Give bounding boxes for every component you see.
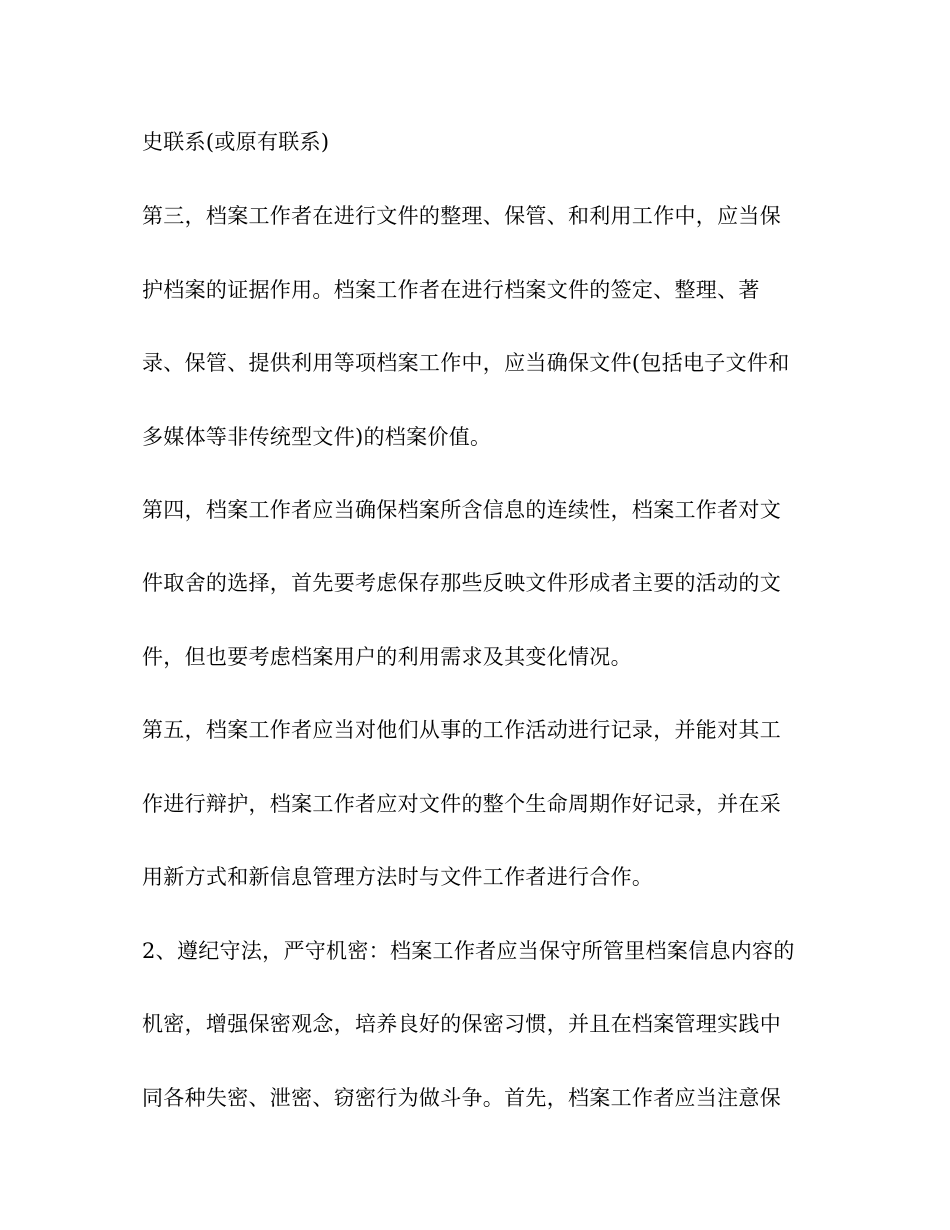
text-line: 护档案的证据作用。档案工作者在进行档案文件的签定、整理、著 [142, 278, 760, 302]
text-line: 多媒体等非传统型文件)的档案价值。 [142, 425, 492, 449]
text-line: 第四，档案工作者应当确保档案所含信息的连续性，档案工作者对文 [142, 498, 781, 522]
text-line: 史联系(或原有联系) [142, 130, 330, 154]
text-line: 件取舍的选择，首先要考虑保存那些反映文件形成者主要的活动的文 [142, 571, 781, 595]
text-line: 件，但也要考虑档案用户的利用需求及其变化情况。 [142, 645, 632, 669]
text-line: 同各种失密、泄密、窃密行为做斗争。首先，档案工作者应当注意保 [142, 1086, 781, 1110]
text-line: 录、保管、提供利用等项档案工作中，应当确保文件(包括电子文件和 [142, 351, 790, 375]
text-line: 作进行辩护，档案工作者应对文件的整个生命周期作好记录，并在采 [142, 792, 781, 816]
text-line: 用新方式和新信息管理方法时与文件工作者进行合作。 [142, 865, 654, 889]
text-line: 机密，增强保密观念，培养良好的保密习惯，并且在档案管理实践中 [142, 1012, 781, 1036]
text-line: 2、遵纪守法，严守机密：档案工作者应当保守所管里档案信息内容的 [142, 939, 795, 963]
text-line: 第五，档案工作者应当对他们从事的工作活动进行记录，并能对其工 [142, 718, 781, 742]
text-line: 第三，档案工作者在进行文件的整理、保管、和利用工作中，应当保 [142, 204, 781, 228]
